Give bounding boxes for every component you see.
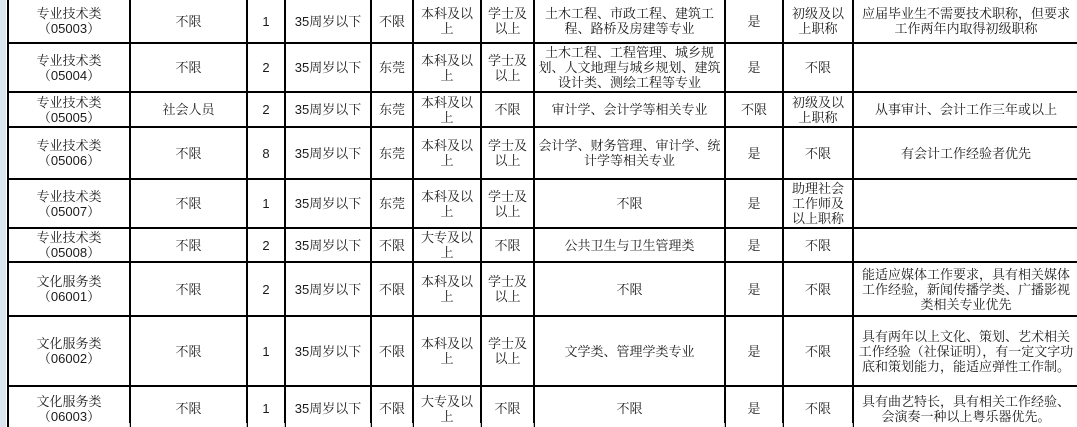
cell-title-requirement[interactable]: 不限 [783,228,853,262]
cell-remark[interactable]: 有会计工作经验者优先 [853,127,1077,179]
cell-title-requirement[interactable]: 不限 [783,262,853,316]
cell-degree[interactable]: 学士及以上 [481,316,534,386]
cell-residence[interactable]: 东莞 [371,92,413,127]
partial-gridline [412,423,413,427]
cell-title-requirement[interactable]: 初级及以上职称 [783,92,853,127]
cell-major[interactable]: 土木工程、市政工程、建筑工程、路桥及房建等专业 [534,0,725,43]
cell-education[interactable]: 本科及以上 [413,179,481,228]
table-row [8,262,1077,316]
cell-target[interactable]: 不限 [130,316,247,386]
cell-target[interactable]: 社会人员 [130,92,247,127]
cell-age[interactable]: 35周岁以下 [285,228,371,262]
cell-education[interactable]: 本科及以上 [413,316,481,386]
category-code: （06003） [37,408,101,424]
cell-residence[interactable]: 东莞 [371,179,413,228]
cell-education[interactable]: 本科及以上 [413,0,481,43]
cell-exam-flag[interactable]: 是 [725,43,783,92]
category-name: 专业技术类 [36,230,102,245]
cell-degree[interactable]: 学士及以上 [481,262,534,316]
cell-education[interactable]: 本科及以上 [413,92,481,127]
cell-target[interactable]: 不限 [130,228,247,262]
cell-category[interactable] [8,0,130,43]
cell-remark[interactable]: 应届毕业生不需要技术职称，但要求工作两年内取得初级职称 [853,0,1077,43]
category-code: （05004） [37,67,101,83]
category-code: （05008） [37,245,101,260]
table-row [8,92,1077,127]
cell-age[interactable]: 35周岁以下 [285,386,371,427]
cell-age[interactable]: 35周岁以下 [285,92,371,127]
cell-target[interactable]: 不限 [130,0,247,43]
cell-target[interactable]: 不限 [130,386,247,427]
category-code: （05007） [37,203,101,219]
frozen-pane-strip [0,0,6,427]
table-row [8,228,1077,262]
cell-count[interactable]: 2 [247,262,285,316]
cell-major[interactable]: 土木工程、工程管理、城乡规划、人文地理与城乡规划、建筑设计类、测绘工程等专业 [534,43,725,92]
cell-title-requirement[interactable]: 不限 [783,43,853,92]
cell-major[interactable]: 审计学、会计学等相关专业 [534,92,725,127]
cell-count[interactable]: 8 [247,127,285,179]
partial-gridline [533,423,534,427]
cell-category[interactable] [8,262,130,316]
partial-gridline [724,423,725,427]
cell-residence[interactable]: 不限 [371,386,413,427]
cell-target[interactable]: 不限 [130,179,247,228]
partial-gridline [782,423,783,427]
cell-exam-flag[interactable]: 不限 [725,92,783,127]
category-name: 专业技术类 [36,188,102,204]
cell-exam-flag[interactable]: 是 [725,386,783,427]
cell-major[interactable]: 不限 [534,262,725,316]
cell-major[interactable]: 公共卫生与卫生管理类 [534,228,725,262]
table-row [8,0,1077,43]
cell-exam-flag[interactable]: 是 [725,179,783,228]
cell-count[interactable]: 1 [247,179,285,228]
cell-residence[interactable]: 不限 [371,262,413,316]
cell-degree[interactable]: 学士及以上 [481,127,534,179]
partial-gridline [370,423,371,427]
cell-target[interactable]: 不限 [130,127,247,179]
cell-count[interactable]: 2 [247,92,285,127]
partial-gridline [246,423,247,427]
table-row [8,316,1077,386]
cell-education[interactable]: 本科及以上 [413,43,481,92]
cell-major[interactable]: 文学类、管理学类专业 [534,316,725,386]
cell-category[interactable] [8,228,130,262]
cell-remark[interactable]: 具有曲艺特长，具有相关工作经验、会演奏一种以上粤乐器优先。 [853,386,1077,427]
cell-count[interactable]: 1 [247,316,285,386]
cell-age[interactable]: 35周岁以下 [285,262,371,316]
table-row [8,386,1077,427]
partial-gridline [480,423,481,427]
cell-residence[interactable]: 不限 [371,316,413,386]
partial-gridline [284,423,285,427]
cell-remark[interactable]: 能适应媒体工作要求，具有相关媒体工作经验，新闻传播学类、广播影视类相关专业优先 [853,262,1077,316]
cell-age[interactable]: 35周岁以下 [285,43,371,92]
cell-degree[interactable]: 不限 [481,386,534,427]
cell-count[interactable]: 2 [247,43,285,92]
category-name: 文化服务类 [36,336,102,351]
cell-major[interactable]: 会计学、财务管理、审计学、统计学等相关专业 [534,127,725,179]
category-name: 专业技术类 [36,52,102,68]
cell-major[interactable]: 不限 [534,179,725,228]
cell-degree[interactable]: 不限 [481,92,534,127]
table-row [8,127,1077,179]
category-name: 专业技术类 [36,6,102,21]
table-row [8,43,1077,92]
partial-gridline [129,423,130,427]
cell-title-requirement[interactable]: 初级及以上职称 [783,0,853,43]
cell-education[interactable]: 大专及以上 [413,386,481,427]
cell-age[interactable]: 35周岁以下 [285,127,371,179]
category-name: 专业技术类 [36,94,102,110]
cell-degree[interactable]: 学士及以上 [481,0,534,43]
cell-remark[interactable] [853,179,1077,228]
cell-title-requirement[interactable]: 不限 [783,127,853,179]
category-name: 文化服务类 [36,274,102,289]
cell-residence[interactable]: 不限 [371,0,413,43]
cell-target[interactable]: 不限 [130,262,247,316]
cell-exam-flag[interactable]: 是 [725,228,783,262]
category-code: （06002） [37,351,101,366]
cell-exam-flag[interactable]: 是 [725,127,783,179]
cell-category[interactable] [8,127,130,179]
cell-target[interactable]: 不限 [130,43,247,92]
cell-title-requirement[interactable]: 不限 [783,386,853,427]
cell-count[interactable]: 2 [247,228,285,262]
cell-remark[interactable] [853,228,1077,262]
category-code: （06001） [37,289,101,304]
cell-education[interactable]: 本科及以上 [413,127,481,179]
cell-residence[interactable]: 东莞 [371,43,413,92]
cell-education[interactable]: 大专及以上 [413,228,481,262]
cell-remark[interactable]: 具有两年以上文化、策划、艺术相关工作经验（社保证明），有一定文字功底和策划能力，能适应弹性工作制。 [853,316,1077,386]
category-code: （05003） [37,21,101,36]
cell-category[interactable] [8,43,130,92]
cell-major[interactable]: 不限 [534,386,725,427]
cell-count[interactable]: 1 [247,386,285,427]
cell-residence[interactable]: 东莞 [371,127,413,179]
cell-degree[interactable]: 不限 [481,228,534,262]
cell-age[interactable]: 35周岁以下 [285,179,371,228]
job-positions-table [7,0,1077,427]
partial-gridline [852,423,853,427]
cell-degree[interactable]: 学士及以上 [481,43,534,92]
category-code: （05005） [37,109,101,125]
cell-age[interactable]: 35周岁以下 [285,316,371,386]
category-name: 专业技术类 [36,138,102,153]
cell-exam-flag[interactable]: 是 [725,262,783,316]
cell-category[interactable] [8,179,130,228]
cell-category[interactable] [8,386,130,427]
cell-title-requirement[interactable]: 助理社会工作师及以上职称 [783,179,853,228]
cell-category[interactable] [8,316,130,386]
category-code: （05006） [37,153,101,168]
cell-age[interactable]: 35周岁以下 [285,0,371,43]
cell-degree[interactable]: 学士及以上 [481,179,534,228]
cell-remark[interactable] [853,43,1077,92]
cell-exam-flag[interactable]: 是 [725,316,783,386]
cell-remark[interactable]: 从事审计、会计工作三年或以上 [853,92,1077,127]
cell-education[interactable]: 本科及以上 [413,262,481,316]
cell-count[interactable]: 1 [247,0,285,43]
category-name: 文化服务类 [36,393,102,409]
table-row [8,179,1077,228]
cell-exam-flag[interactable]: 是 [725,0,783,43]
cell-category[interactable] [8,92,130,127]
cell-residence[interactable]: 不限 [371,228,413,262]
cell-title-requirement[interactable]: 不限 [783,316,853,386]
